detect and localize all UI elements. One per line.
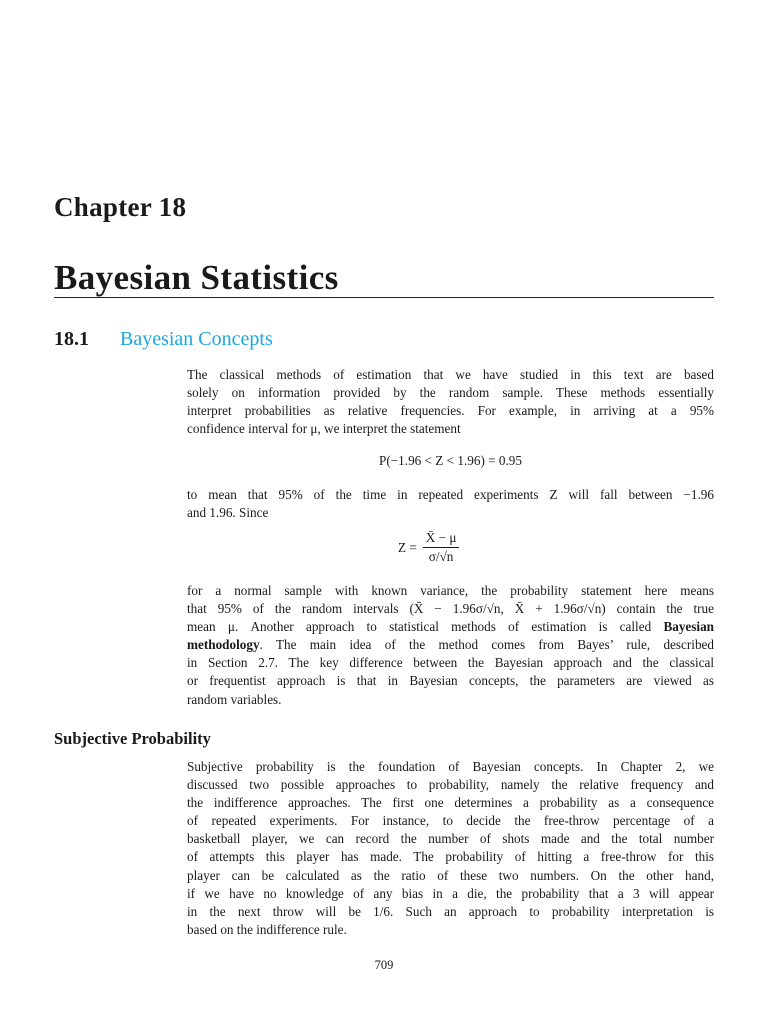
paragraph-line: of repeated experiments. For instance, to decide the free-throw percentage of a	[187, 813, 714, 829]
text-run: mean μ. Another approach to statistical methods of estimation is called	[187, 619, 664, 635]
paragraph-line: The classical methods of estimation that we have studied in this text are based	[187, 367, 714, 382]
paragraph-line: basketball player, we can record the number of shots made and the total number	[187, 831, 714, 847]
paragraph-line	[187, 618, 714, 636]
paragraph-line: interpret probabilities as relative frequencies. For example, in arriving at a 95%	[187, 403, 714, 419]
fraction	[423, 530, 460, 565]
section-heading	[54, 328, 273, 351]
fraction-numerator: X̄ − μ	[423, 530, 460, 548]
paragraph-line: discussed two possible approaches to probability, namely the relative frequency and	[187, 777, 714, 793]
paragraph-2	[187, 486, 714, 522]
paragraph-3	[187, 582, 714, 709]
equation-z-score	[398, 530, 459, 565]
text-run: . The main idea of the method comes from Bayes’ rule, described	[259, 637, 714, 653]
paragraph-line: in Section 2.7. The key difference between the Bayesian approach and the classical	[187, 655, 714, 671]
paragraph-line: confidence interval for μ, we interpret the statement	[187, 421, 461, 437]
paragraph-line: in the next throw will be 1/6. Such an approach to probability interpretation is	[187, 903, 714, 919]
equation-probability: P(−1.96 < Z < 1.96) = 0.95	[379, 453, 522, 468]
paragraph-line: for a normal sample with known variance, the probability statement here means	[187, 583, 714, 598]
paragraph-line: Subjective probability is the foundation of Bayesian concepts. In Chapter 2, we	[187, 759, 714, 774]
paragraph-line: random variables.	[187, 691, 282, 707]
chapter-title: Bayesian Statistics	[54, 258, 339, 297]
subsection-heading: Subjective Probability	[54, 729, 211, 748]
paragraph-line: based on the indifference rule.	[187, 921, 347, 937]
paragraph-line: the indifference approaches. The first one determines a probability as a consequence	[187, 795, 714, 811]
paragraph-1	[187, 366, 714, 438]
paragraph-line: that 95% of the random intervals (X̄ − 1.96σ/√n, X̄ + 1.96σ/√n) contain the true	[187, 601, 714, 617]
section-title: Bayesian Concepts	[120, 328, 273, 350]
paragraph-4	[187, 758, 714, 939]
section-number: 18.1	[54, 328, 89, 350]
paragraph-line: and 1.96. Since	[187, 505, 269, 521]
bold-term: Bayesian	[663, 619, 714, 635]
paragraph-line	[187, 636, 714, 654]
paragraph-line: to mean that 95% of the time in repeated experiments Z will fall between −1.96	[187, 487, 714, 502]
paragraph-line: if we have no knowledge of any bias in a die, the probability that a 3 will appear	[187, 885, 714, 901]
paragraph-line: player can be calculated as the ratio of these two numbers. On the other hand,	[187, 867, 714, 883]
page-number: 709	[374, 958, 394, 972]
chapter-label: Chapter 18	[54, 192, 187, 222]
paragraph-line: or frequentist approach is that in Bayesian concepts, the parameters are viewed as	[187, 673, 714, 689]
title-rule	[54, 297, 714, 298]
fraction-denominator: σ/√n	[428, 549, 454, 564]
equation-lhs: Z =	[398, 539, 417, 555]
paragraph-line: solely on information provided by the random sample. These methods essentially	[187, 385, 714, 401]
paragraph-line: of attempts this player has made. The probability of hitting a free-throw for this	[187, 849, 714, 865]
bold-term: methodology	[187, 637, 260, 653]
